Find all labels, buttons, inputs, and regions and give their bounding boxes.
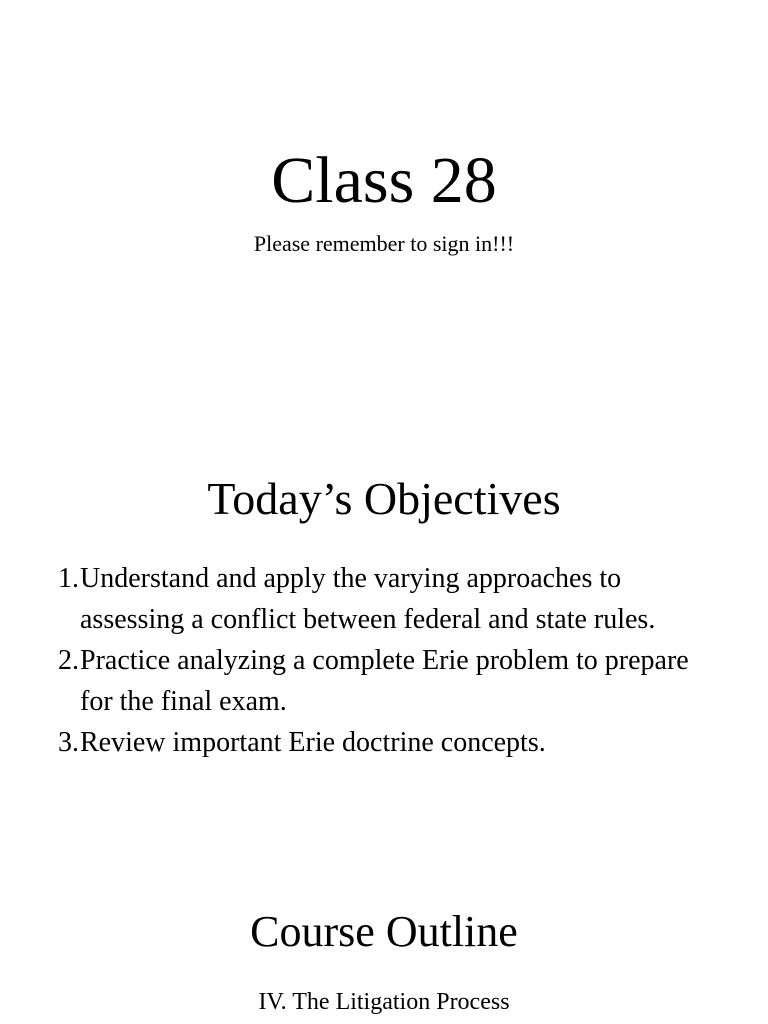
slide-subtitle: Please remember to sign in!!! [253,231,515,256]
objectives-list [58,558,718,763]
list-item-text: Understand and apply the varying approaches to assessing a conflict between federal and state rules. [80,563,656,635]
list-item [58,722,718,763]
list-item-number: 1. [58,563,79,594]
slide-objectives [0,440,768,820]
list-item [58,640,718,722]
list-item-text: Review important Erie doctrine concepts. [80,727,546,758]
slide-course-outline [0,890,768,1024]
list-item-number: 2. [58,645,79,676]
list-item-text: Practice analyzing a complete Erie problem to prepare for the final exam. [80,645,689,717]
list-item-number: 3. [58,727,79,758]
outline-section-heading: IV. The Litigation Process [258,989,510,1015]
slide-title: Course Outline [250,907,518,956]
slide-title: Class 28 [271,144,497,217]
slide-class-title [0,0,768,290]
slide-title: Today’s Objectives [207,473,561,524]
list-item [58,558,718,640]
